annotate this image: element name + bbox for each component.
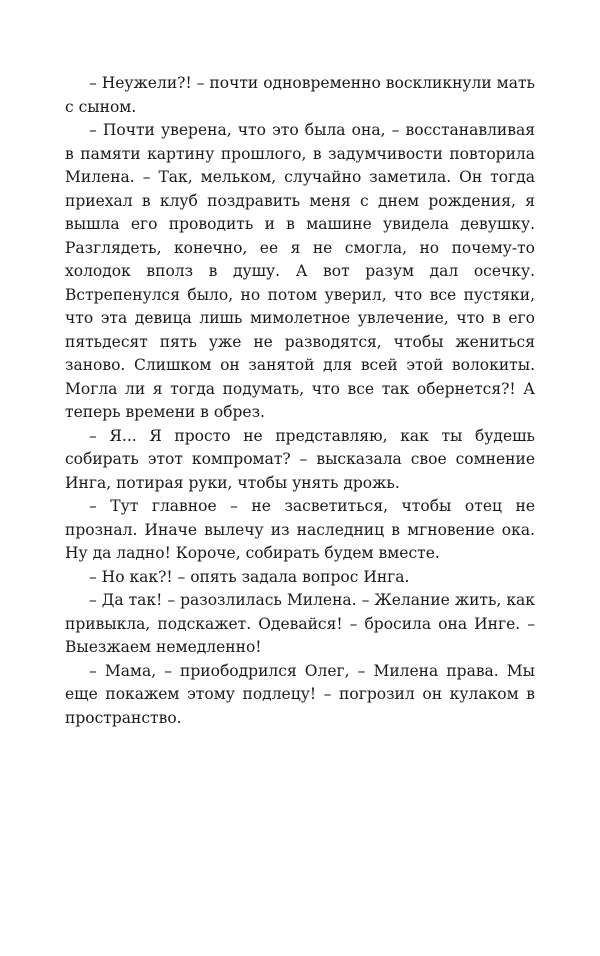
- page-text: [65, 72, 535, 730]
- paragraph: – Почти уверена, что это была она, – восстанавливая в памяти картину прошлого, в задумчивости повторила Милена. – Так, мельком, случайно заметила. Он тогда приехал в клуб поздравить меня с днем рождения, я вышла его проводить и в машине увидела девушку. Разглядеть, конечно, ее я не смогла, но почему-то холодок вполз в душу. А вот разум дал осечку. Встрепенулся было, но потом уверил, что все пустяки, что эта девица лишь мимолетное увлечение, что в его пятьдесят пять уже не разводятся, чтобы жениться заново. Слишком он занятой для всей этой волокиты. Могла ли я тогда подумать, что все так обернется?! А теперь времени в обрез.: [65, 121, 535, 421]
- paragraph: – Мама, – приободрился Олег, – Милена права. Мы еще покажем этому подлецу! – погрозил он кулаком в пространство.: [65, 661, 535, 727]
- paragraph: – Да так! – разозлилась Милена. – Желание жить, как привыкла, подскажет. Одевайся! – бросила она Инге. – Выезжаем немедленно!: [65, 591, 535, 656]
- paragraph: – Я... Я просто не представляю, как ты будешь собирать этот компромат? – высказала свое сомнение Инга, потирая руки, чтобы унять дрожь.: [65, 426, 535, 492]
- paragraph: – Тут главное – не засветиться, чтобы отец не прознал. Иначе вылечу из наследниц в мгновение ока. Ну да ладно! Короче, собирать будем вместе.: [65, 497, 535, 562]
- paragraph: – Но как?! – опять задала вопрос Инга.: [89, 567, 410, 586]
- paragraph: – Неужели?! – почти одновременно воскликнули мать с сыном.: [65, 74, 535, 116]
